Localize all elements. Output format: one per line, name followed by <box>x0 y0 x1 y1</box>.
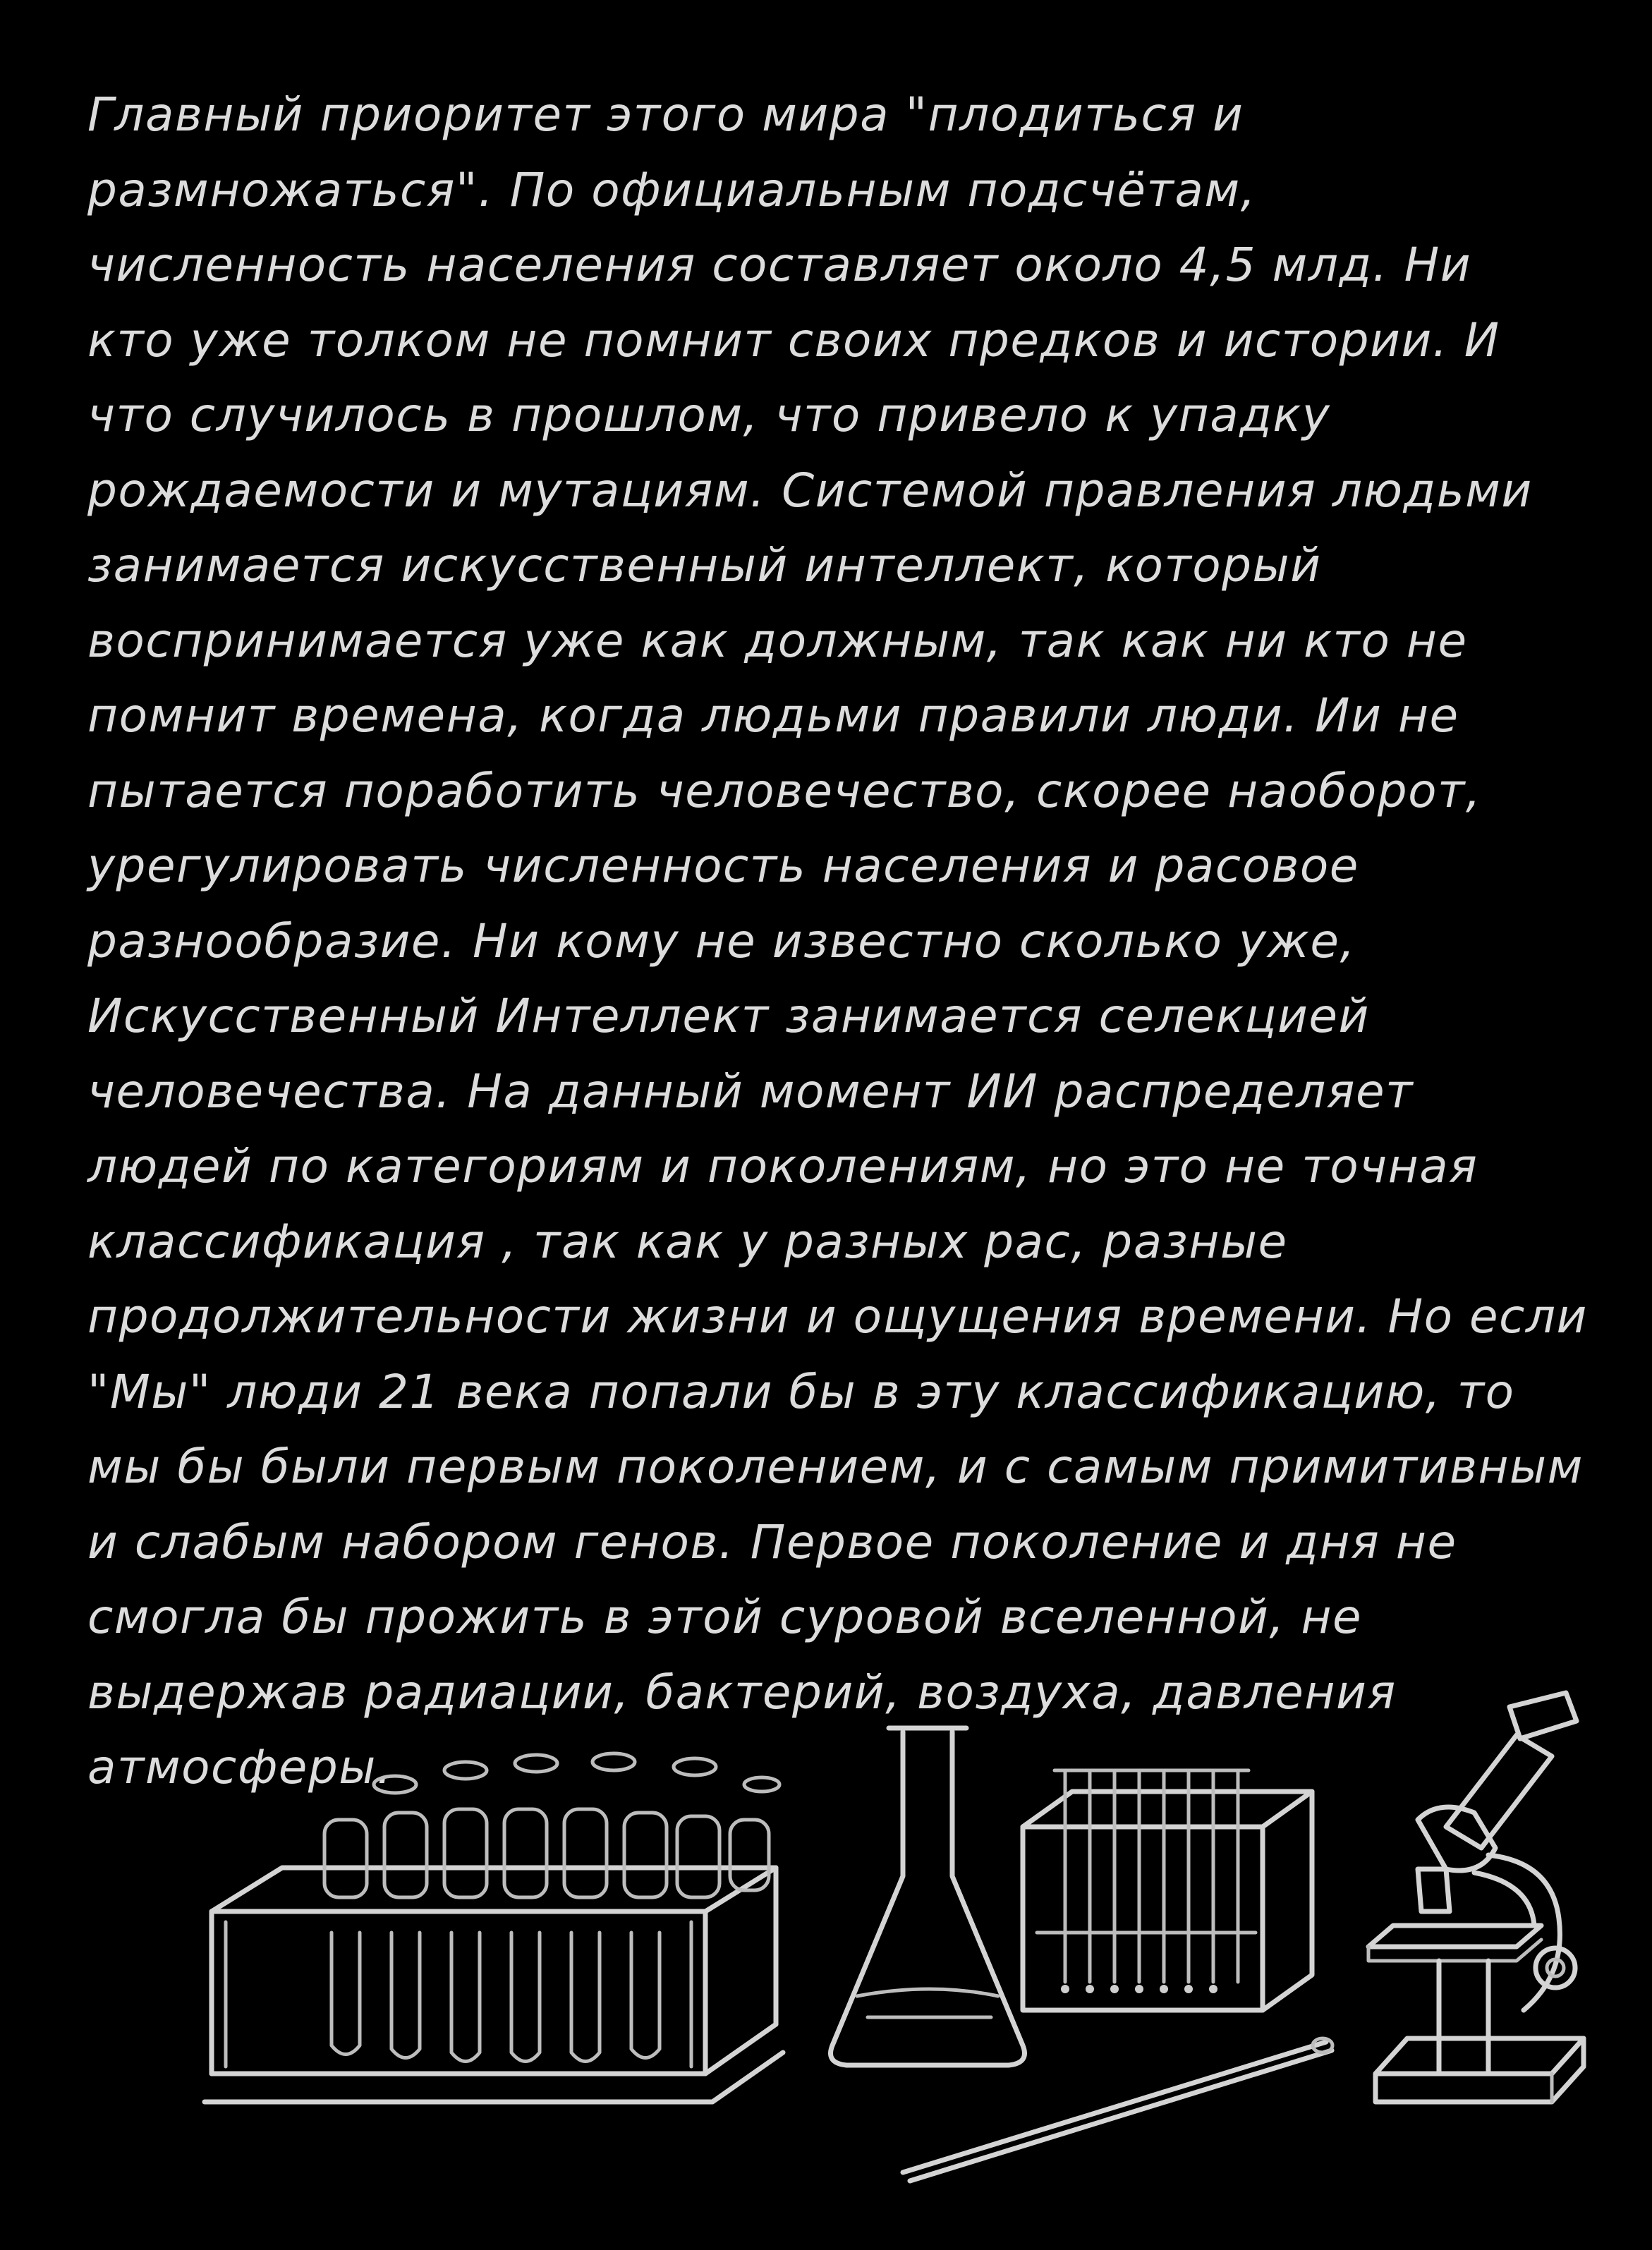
body-text <box>87 78 1588 1806</box>
text-line: кто уже толком не помнит своих предков и истории. И <box>87 312 1500 367</box>
small-test-tube-rack-icon <box>1023 1770 1312 2010</box>
text-line: "Мы" люди 21 века попали бы в эту классификацию, то <box>87 1364 1515 1419</box>
text-line: и слабым набором генов. Первое поколение и дня не <box>87 1514 1457 1569</box>
text-line: выдержав радиации, бактерий, воздуха, давления <box>87 1665 1397 1720</box>
text-line: воспринимается уже как должным, так как ни кто не <box>87 613 1468 668</box>
text-line: продолжительности жизни и ощущения времени. Но если <box>87 1289 1588 1344</box>
pipette-icon <box>903 2038 1332 2181</box>
text-line: урегулировать численность населения и расовое <box>87 839 1359 893</box>
text-line: атмосферы. <box>87 1740 393 1794</box>
text-line: человечества. На данный момент ИИ распределяет <box>87 1064 1414 1119</box>
text-line: разнообразие. Ни кому не известно сколько уже, <box>87 913 1356 968</box>
text-line: численность населения составляет около 4,5 млд. Ни <box>87 238 1472 292</box>
text-line: занимается искусственный интеллект, который <box>87 538 1322 592</box>
text-line: пытается поработить человечество, скорее наоборот, <box>87 763 1482 818</box>
erlenmeyer-flask-icon <box>831 1728 1025 2065</box>
text-line: помнит времена, когда людьми правили люди. Ии не <box>87 688 1459 743</box>
text-line: рождаемости и мутациям. Системой правления людьми <box>87 463 1533 518</box>
lab-equipment-illustration <box>0 1679 1652 2250</box>
text-line: мы бы были первым поколением, и с самым примитивным <box>87 1440 1584 1494</box>
test-tube-rack-icon <box>205 1753 783 2102</box>
text-line: классификация , так как у разных рас, разные <box>87 1214 1288 1269</box>
microscope-icon <box>1368 1693 1584 2102</box>
text-line: Искусственный Интеллект занимается селекцией <box>87 989 1370 1043</box>
text-line: Главный приоритет этого мира "плодиться и <box>87 87 1244 142</box>
text-line: размножаться". По официальным подсчётам, <box>87 162 1257 217</box>
text-line: смогла бы прожить в этой суровой вселенной, не <box>87 1590 1363 1644</box>
text-line: людей по категориям и поколениям, но это не точная <box>87 1139 1478 1193</box>
text-line: что случилось в прошлом, что привело к упадку <box>87 388 1331 442</box>
